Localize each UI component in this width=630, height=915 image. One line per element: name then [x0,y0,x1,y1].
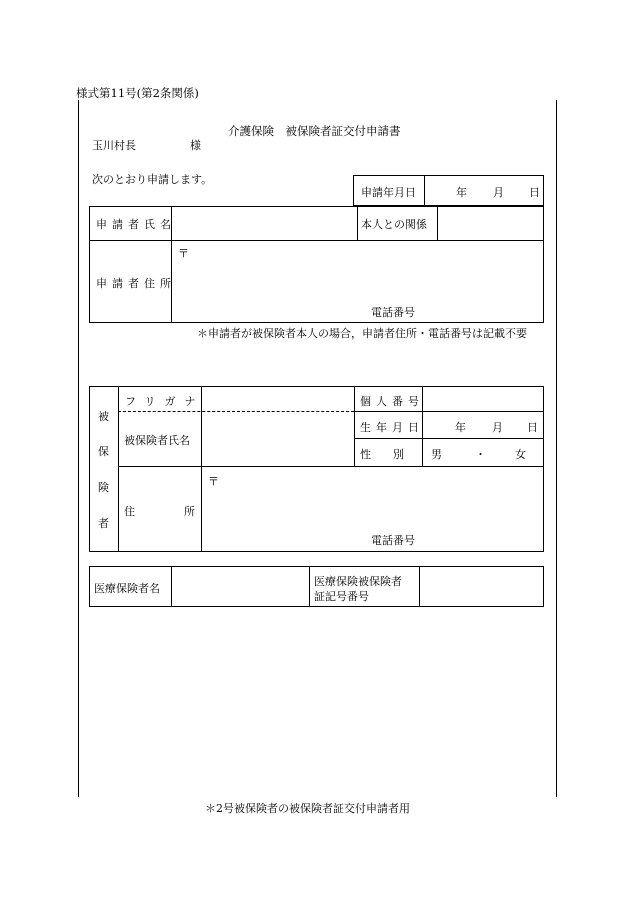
insured-address-field[interactable] [202,467,543,551]
medical-cert-label-line2: 証記号番号 [314,590,369,603]
applicant-name-field[interactable] [172,207,356,239]
sex-field[interactable] [423,439,543,465]
birth-year-label: 年 [455,421,466,434]
application-date-label: 申請年月日 [361,186,416,199]
applicant-note: ＊申請者が被保険者本人の場合，申請者住所・電話番号は記載不要 [197,327,527,340]
medical-insurer-field[interactable] [172,567,308,606]
sex-female-option[interactable]: 女 [515,448,526,461]
applicant-name-label: 申請者氏名 [96,218,176,231]
insured-name-label: 被保険者氏名 [124,434,190,447]
recipient: 玉川村長 [92,139,136,152]
applicant-phone-label: 電話番号 [371,306,415,319]
insured-side-char-1: 被 [98,410,109,423]
medical-cert-label-line1: 医療保険被保険者 [314,575,402,588]
footer-note: ＊2号被保険者の被保険者証交付申請者用 [205,802,410,815]
my-number-field[interactable] [423,387,543,410]
recipient-honorific: 様 [190,139,201,152]
insured-address-label-2: 所 [184,505,195,518]
birthdate-label: 生年月日 [360,421,424,434]
insured-side-char-2: 保 [98,445,109,458]
form-number: 様式第11号(第2条関係) [76,86,199,100]
furigana-field[interactable] [202,387,353,410]
applicant-address-field[interactable] [172,241,543,322]
frame-left-line [78,100,79,797]
insured-side-char-3: 険 [98,481,109,494]
postal-mark: 〒 [178,247,189,260]
intro-text: 次のとおり申請します。 [92,173,213,186]
medical-cert-field[interactable] [420,567,543,606]
insured-postal-mark: 〒 [208,475,219,488]
furigana-label: フリガナ [125,395,205,408]
insured-phone-label: 電話番号 [371,534,415,547]
applicant-address-label: 申請者住所 [96,277,176,290]
relation-label: 本人との関係 [361,218,427,231]
form-title: 介護保険 被保険者証交付申請書 [228,124,401,138]
date-day-label: 日 [529,186,540,199]
relation-field[interactable] [438,207,543,239]
birth-day-label: 日 [527,421,538,434]
sex-separator: ・ [475,448,486,461]
sex-label: 性 別 [360,448,404,461]
frame-right-line [556,100,557,797]
sex-male-option[interactable]: 男 [431,448,442,461]
my-number-label: 個人番号 [360,395,424,408]
application-date-field[interactable] [426,176,543,205]
insured-side-char-4: 者 [98,517,109,530]
date-month-label: 月 [493,186,504,199]
insured-address-label-1: 住 [124,505,135,518]
medical-insurer-label: 医療保険者名 [94,582,160,595]
birth-month-label: 月 [492,421,503,434]
birthdate-field[interactable] [423,412,543,437]
insured-name-field[interactable] [202,413,353,465]
date-year-label: 年 [456,186,467,199]
